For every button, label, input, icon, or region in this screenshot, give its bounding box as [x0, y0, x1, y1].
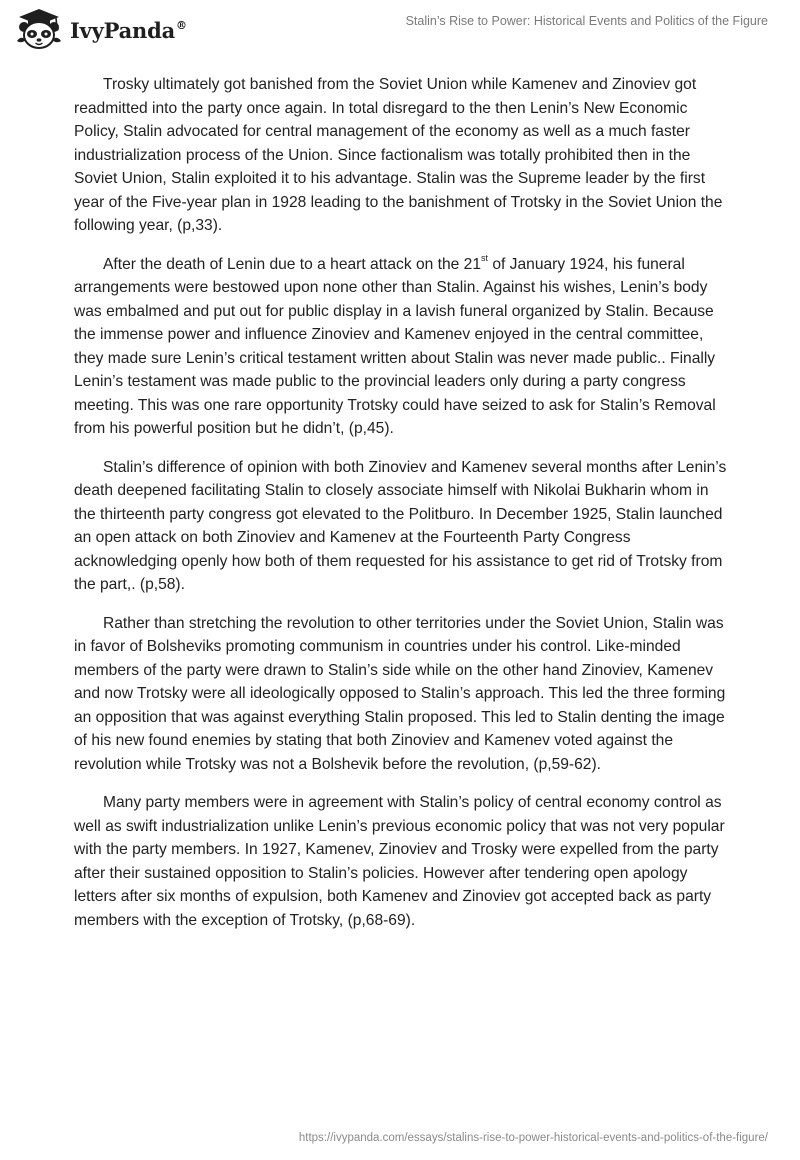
panda-graduation-cap-icon	[14, 8, 64, 50]
ordinal-suffix: st	[481, 253, 489, 264]
paragraph-2	[74, 253, 734, 441]
paragraph-1: Trosky ultimately got banished from the Soviet Union while Kamenev and Zinoviev got readmitted into the party once again. In total disregard to the then Lenin’s New Economic Policy, Stalin advocated for central management of the economy as well as a much faster industrialization process of the Union. Since factionalism was totally prohibited then in the Soviet Union, Stalin exploited it to his advantage. Stalin was the Supreme leader by the first year of the Five-year plan in 1928 leading to the banishment of Trotsky in the Soviet Union the following year, (p,33).	[74, 76, 723, 234]
paragraph-3: Stalin’s difference of opinion with both Zinoviev and Kamenev several months after Lenin’s death deepened facilitating Stalin to closely associate himself with Nikolai Bukharin whom in the thirteenth party congress got elevated to the Politburo. In December 1925, Stalin launched an open attack on both Zinoviev and Kamenev at the Fourteenth Party Congress acknowledging openly how both of them requested for his assistance to get rid of Trotsky from the part,. (p,58).	[74, 458, 727, 593]
registered-mark: ®	[176, 18, 187, 32]
page-header	[0, 0, 800, 60]
paragraph-4: Rather than stretching the revolution to other territories under the Soviet Union, Stalin was in favor of Bolsheviks promoting communism in countries under his control. Like-minded members of the party were drawn to Stalin’s side while on the other hand Zinoviev, Kamenev and now Trotsky were all ideologically opposed to Stalin’s approach. This led the three forming an opposition that was against everything Stalin proposed. This led to Stalin denting the image of his new found enemies by stating that both Zinoviev and Kamenev voted against the revolution while Trotsky was not a Bolshevik before the revolution, (p,59-62).	[74, 614, 726, 773]
document-title: Stalin’s Rise to Power: Historical Events and Politics of the Figure	[405, 14, 768, 28]
essay-body	[74, 73, 734, 947]
logo-wordmark: IvyPanda®	[70, 17, 187, 43]
source-url[interactable]: https://ivypanda.com/essays/stalins-rise-to-power-historical-events-and-politics-of-the-figure/	[298, 1132, 768, 1144]
paragraph-5: Many party members were in agreement with Stalin’s policy of central economy control as well as swift industrialization unlike Lenin’s previous economic policy that was not very popular with the party members. In 1927, Kamenev, Zinoviev and Trosky were expelled from the party after their sustained opposition to Stalin’s policies. However after tendering open apology letters after six months of expulsion, both Kamenev and Zinoviev got accepted back as party members with the exception of Trotsky, (p,68-69).	[74, 794, 725, 929]
paragraph-2-end: of January 1924, his funeral arrangements were bestowed upon none other than Stalin. Against his wishes, Lenin’s body was embalmed and put out for public display in a lavish funeral organized by Stalin. Because the immense power and influence Zinoviev and Kamenev enjoyed in the central committee, they made sure Lenin’s critical testament written about Stalin was never made public.. Finally Lenin’s testament was made public to the provincial leaders only during a party congress meeting. This was one rare opportunity Trotsky could have seized to ask for Stalin’s Removal from his powerful position but he didn’t, (p,45).	[74, 255, 716, 437]
paragraph-2-start: After the death of Lenin due to a heart attack on the 21	[103, 255, 481, 273]
ivypanda-logo[interactable]	[14, 8, 187, 50]
